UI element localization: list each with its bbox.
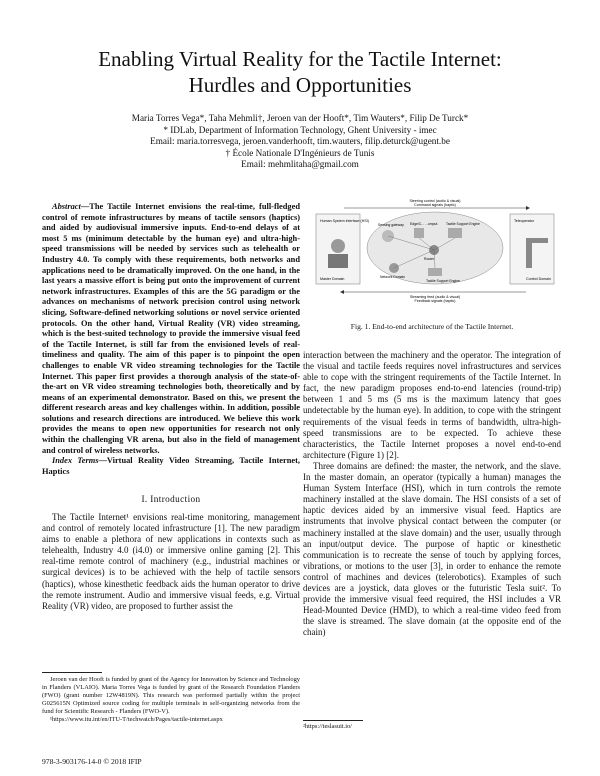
funding-footnote: Jeroen van der Hooft is funded by grant of the Agency for Innovation by Science and Technology in Flanders (VLAIO). Maria Torres Vega is funded by grant of the Research Foundation Flanders (FWO) (grant number 12W4819N). This research was performed partially within the project G025615N Optimized source coding for multiple terminals in self-organizing networks from the fund for Scientific Research - Flanders (FWO-V). xyxy=(42,676,300,715)
bottom-arrow-label: Streaming feed (audio & visual) xyxy=(409,295,461,299)
architecture-diagram xyxy=(314,198,556,306)
right-paragraph-1: interaction between the machinery and the operator. The integration of the visual and tactile feeds requires novel infrastructures and services able to cope with the stringent requirements of the Tactile Internet. In fact, the new paradigm proposes end-to-end latencies (round-trip) between 1 and 5 ms (5 ms is the maximum latency that goes undetectable by the human eye). In addition, to cope with the stringent requirements of the visual feeds in terms of bandwidth, ultra-high-speed transmissions are to be expected. To achieve these characteristics, the Tactile Internet proposes a novel end-to-end architecture (Figure 1) [2]. xyxy=(303,350,561,460)
figure-caption: Fig. 1. End-to-end architecture of the Tactile Internet. xyxy=(350,322,514,331)
introduction-body xyxy=(42,512,300,612)
master-hsi-label: Human System Interface (HSI) xyxy=(320,219,369,223)
affiliation-2: † École Nationale D'Ingénieurs de Tunis xyxy=(225,147,375,158)
footnote-rule xyxy=(42,672,102,673)
abstract-lead: Abstract xyxy=(52,202,81,211)
master-domain-label: Master Domain xyxy=(320,277,345,281)
title-line-1: Enabling Virtual Reality for the Tactile Internet: xyxy=(98,47,502,71)
hsi-device-icon xyxy=(328,254,348,268)
tactile-label-2: Tactile Support Engine xyxy=(426,279,460,283)
tactile-engine-icon-2 xyxy=(428,268,442,276)
right-footnote-rule xyxy=(303,720,363,721)
section-heading: I. Introduction xyxy=(141,494,201,504)
email-2: Email: mehmlitaha@gmail.com xyxy=(241,159,359,170)
operator-icon xyxy=(331,239,345,253)
abstract-paragraph xyxy=(42,202,300,456)
paper-title xyxy=(40,46,560,98)
edge-node-icon xyxy=(414,228,424,238)
footnotes xyxy=(42,676,300,724)
abstract-text: —The Tactile Internet envisions the real-time, full-fledged control of remote infrastructures by means of tactile sensors (haptics) and aided by audiovisual immersive inputs. End-to-end delays of at most 5 ms (minimum detectable by the human eye) and ultra-high-speed transmissions will be needed by services such as telehealth or Industry 4.0. To comply with these requirements, both networks and applications need to be dramatically improved. On the one hand, in the last years a massive effort is being put onto the improvement of current network infrastructures. Examples of this are the 5G paradigm or the advances on mechanisms of network precision control using network slicing, Software-defined networking solutions or novel service oriented protocols. On the other hand, Virtual Reality (VR) video streaming, which is the best-suited technology to provide the immersive visual feed of the Tactile Internet, is still far from the envisioned levels of real-timeliness and quality. The aim of this paper is to pinpoint the open challenges to enable VR video streaming technologies for the Tactile Internet. This paper first provides a thorough analysis of the state-of-the-art on VR video streaming technologies both, theoretically and by means of an experimental demonstrator. Based on this, we present the different research areas and key challenges within. In addition, possible solutions and research directions are introduced. We believe this work provides the means to open new opportunities for research not only within the challenging VR arena, but also in the field of management and control of wireless networks. xyxy=(42,202,300,455)
sensing-label: Sensing gateway xyxy=(378,223,404,227)
router-label: Router xyxy=(424,257,435,261)
robot-arm-icon xyxy=(526,238,532,268)
tactile-label-1: Tactile Support Engine xyxy=(446,222,480,226)
right-paragraph-2: Three domains are defined: the master, the network, and the slave. In the master domain, an operator (typically a human) manages the Human System Interface (HSI), which in turn controls the remote machinery installed at the slave domain. The HSI consists of a set of haptic devices aided by an immersive visual feed. Haptics are instruments that involve physical contact between the computer (or machinery installed at the slave domain) and the user, usually through an input/output device. The purpose of haptic or kinesthetic communication is to recreate the sense of touch by applying forces, vibrations, or motions to the user [3], in order to enhance the remote control of machines and devices (telerobotics). Examples of such devices are a joystick, data gloves or the futuristic Tesla suit². To provide the immersive visual feed required, the HSI includes a VR Head-Mounted Device (HMD), to which a real-time video feed from the slave is streamed. The slave domain (at the opposite end of the chain) xyxy=(303,460,561,638)
top-arrow-label-2: Command signals (haptic) xyxy=(414,203,456,207)
author-list: Maria Torres Vega*, Taha Mehmli†, Jeroen van der Hooft*, Tim Wauters*, Filip De Turck* xyxy=(131,113,469,123)
intro-paragraph: The Tactile Internet¹ envisions real-time monitoring, management and control of remotely located infrastructure [1]. The new paradigm aims to enable a plethora of new applications in contexts such as telehealth, Industry 4.0 (i4.0) or immersive online gaming [2]. This real-time remote control of machinery (e.g., industrial machines or surgical devices) is to be achieved with the help of tactile sensors (haptics), whose kinesthetic feedback aids the human operator to drive the remote instrument. Audio and immersive visual feeds, e.g. Virtual Reality (VR) video, are proposed to further assist the xyxy=(42,512,300,611)
index-terms xyxy=(42,456,300,477)
email-1: Email: maria.torresvega, jeroen.vanderhooft, tim.wauters, filip.deturck@ugent.be xyxy=(150,136,450,147)
top-arrow-label: Steering control (audio & visual) xyxy=(409,199,461,203)
robot-arm-top-icon xyxy=(532,238,548,243)
page-footer: 978-3-903176-14-0 © 2018 IFIP xyxy=(42,757,142,766)
url-footnote[interactable]: ¹https://www.itu.int/en/ITU-T/techwatch/Pages/tactile-internet.aspx xyxy=(50,716,223,723)
index-terms-lead: Index Terms xyxy=(52,456,99,466)
control-domain-label: Control Domain xyxy=(526,277,551,281)
title-line-2: Hurdles and Opportunities xyxy=(188,73,412,97)
affiliation-1: * IDLab, Department of Information Technology, Ghent University - imec xyxy=(163,124,437,135)
right-column-body xyxy=(303,350,561,638)
network-domain-label: Network Domain xyxy=(380,275,406,279)
abstract xyxy=(42,202,300,477)
bottom-arrow-label-2: Feedback signals (haptic) xyxy=(414,299,456,303)
right-footnote[interactable]: ²https://teslasuit.io/ xyxy=(303,723,352,730)
index-terms-text: —Virtual Reality Video Streaming, Tactile Internet, Haptics xyxy=(42,456,300,476)
author-block xyxy=(40,113,560,171)
architecture-figure xyxy=(314,198,556,306)
edge-label: Edge/C... ...omput. xyxy=(410,222,439,226)
tactile-engine-icon-1 xyxy=(448,228,462,238)
teleoperator-label: Teleoperator xyxy=(514,219,534,223)
